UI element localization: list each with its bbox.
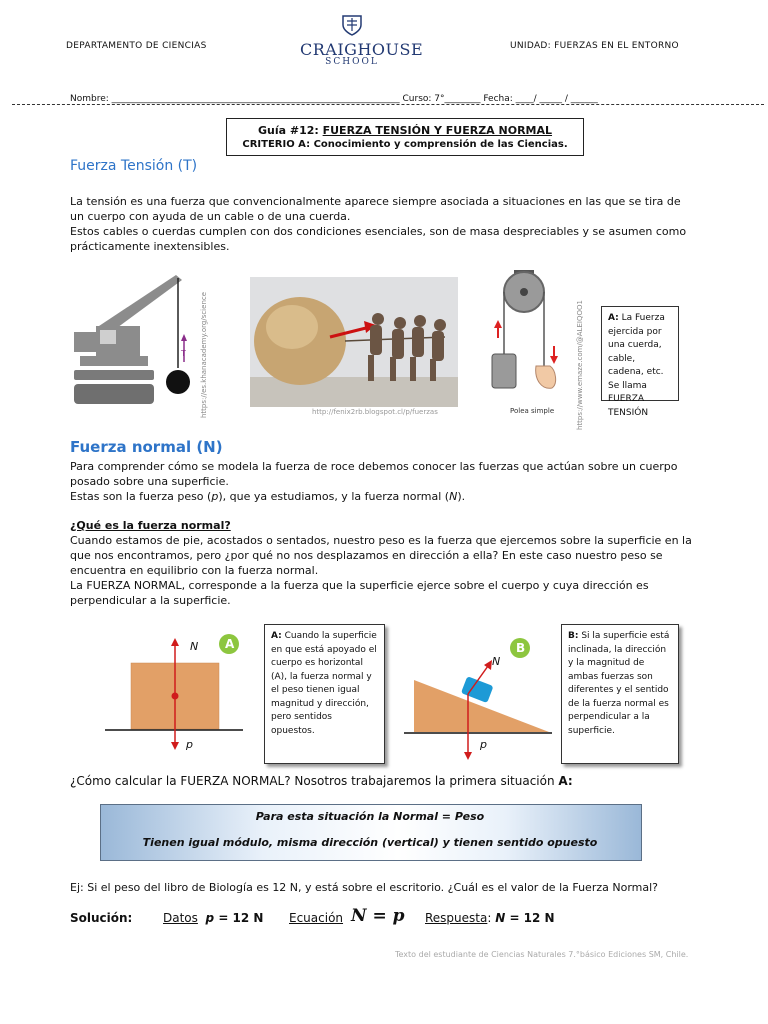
normal-question: ¿Qué es la fuerza normal? — [70, 519, 231, 532]
rock-credit: http://fenix2rb.blogspot.cl/p/fuerzas — [312, 408, 438, 416]
school-logo-sub: SCHOOL — [325, 57, 379, 67]
diagram-a-box — [264, 624, 385, 764]
cut-line — [12, 104, 764, 105]
calc-question: ¿Cómo calcular la FUERZA NORMAL? Nosotros trabajaremos la primera situación A: — [70, 774, 573, 788]
unit-label: UNIDAD: FUERZAS EN EL ENTORNO — [510, 41, 679, 51]
solution-label: Solución: — [70, 911, 133, 925]
criterion-line: CRITERIO A: Conocimiento y comprensión de las Ciencias. — [242, 139, 568, 150]
tension-heading: Fuerza Tensión (T) — [70, 158, 198, 174]
normal-paragraph-1: Para comprender cómo se modela la fuerza de roce debemos conocer las fuerzas que actúan sobre un cuerpo posado sobre una superficie. — [70, 460, 678, 488]
rock-pulling-photo — [250, 277, 458, 407]
diagram-a-weight-label: p — [186, 738, 193, 751]
equation: N = p — [351, 906, 405, 926]
pulley-illustration — [476, 270, 568, 404]
tension-paragraph-2: Estos cables o cuerdas cumplen con dos condiciones esenciales, son de masa despreciables y se asumen como prácticamente inextensibles. — [70, 225, 687, 253]
tension-definition-box — [601, 306, 679, 418]
crane-illustration — [66, 270, 200, 410]
pulley-credit: https://www.emaze.com/@ALEIQOO1 — [576, 300, 584, 430]
diagram-b-weight-label: p — [480, 738, 487, 751]
diagram-b-box — [561, 624, 679, 764]
normal-paragraph-3: Cuando estamos de pie, acostados o sentados, nuestro peso es la fuerza que ejercemos sobre la superficie en la que nos encontramos, pero ¿por qué no nos desplazamos en dirección a ella? En este caso nuestro peso se encuentra en equilibrio con la fuerza normal. — [70, 534, 692, 577]
tension-definition-text: A: La Fuerza ejercida por una cuerda, cable, cadena, etc. Se llama FUERZA TENSIÓN — [608, 313, 665, 418]
guide-title: Guía #12: FUERZA TENSIÓN Y FUERZA NORMAL — [257, 124, 553, 137]
respuesta-group: Respuesta: N = 12 N — [425, 911, 555, 925]
crane-credit: https://es.khanacademy.org/science — [200, 291, 208, 418]
callout-line-1: Para esta situación la Normal = Peso — [255, 810, 485, 823]
department-label: DEPARTAMENTO DE CIENCIAS — [66, 41, 207, 51]
school-crest-icon — [340, 14, 364, 36]
example-text: Ej: Si el peso del libro de Biología es 12 N, y está sobre el escritorio. ¿Cuál es el valor de la Fuerza Normal? — [70, 881, 659, 894]
school-logo-name: CRAIGHOUSE — [300, 40, 424, 59]
ecuacion-label: Ecuación — [289, 911, 344, 925]
normal-paragraph-2: Estas son la fuerza peso (p), que ya estudiamos, y la fuerza normal (N). — [70, 490, 466, 503]
diagram-a-text: A: Cuando la superficie en que está apoyado el cuerpo es horizontal (A), la fuerza normal y el peso tienen igual magnitud y dirección, pero sentidos opuestos. — [271, 631, 377, 736]
datos-group: Datos p = 12 N — [163, 911, 264, 925]
textbook-credit: Texto del estudiante de Ciencias Naturales 7.°básico Ediciones SM, Chile. — [395, 950, 689, 959]
crane-tension-label: T — [181, 349, 186, 358]
normal-heading: Fuerza normal (N) — [70, 438, 223, 456]
normal-paragraph-4: La FUERZA NORMAL, corresponde a la fuerza que la superficie ejerce sobre el cuerpo y cuya dirección es perpendicular a la superficie. — [70, 579, 649, 607]
diagram-b-text: B: Si la superficie está inclinada, la dirección y la magnitud de ambas fuerzas son diferentes y el sentido de la fuerza normal es perpendicular a la superficie. — [568, 631, 670, 736]
diagram-a-normal-label: N — [190, 640, 199, 653]
pulley-caption: Polea simple — [510, 407, 555, 415]
diagram-b-inclined — [404, 634, 554, 766]
tension-paragraph-1: La tensión es una fuerza que convencionalmente aparece siempre asociada a situaciones en las que se tira de un cuerpo con ayuda de un cable o de una cuerda. — [70, 195, 681, 223]
callout-line-2: Tienen igual módulo, misma dirección (vertical) y tienen sentido opuesto — [142, 836, 598, 849]
student-info-line: Nombre: ________________________________________________________________ Curso: 7°________ Fecha: ____/ _____ / ______ — [70, 94, 598, 104]
diagram-b-normal-label: N — [492, 655, 501, 668]
diagram-a-horizontal — [105, 624, 245, 756]
